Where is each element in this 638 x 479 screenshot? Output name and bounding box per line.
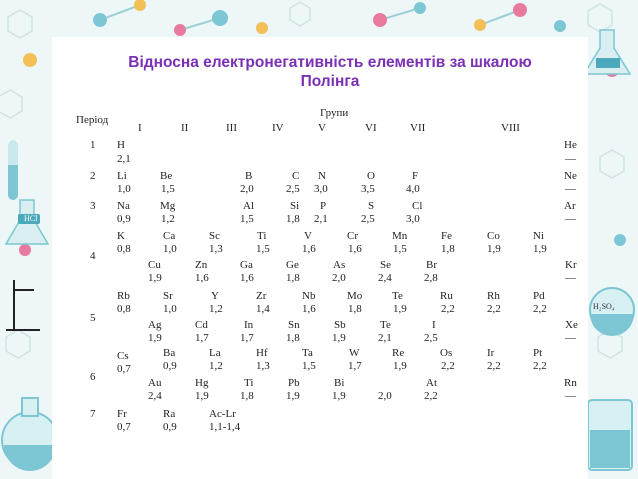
element-value: 1,7 [195, 332, 209, 344]
element-symbol: As [333, 259, 346, 271]
element-symbol: Sn [288, 319, 300, 331]
element-value: 2,2 [487, 303, 501, 315]
element-symbol: W [349, 347, 360, 359]
period-number: 4 [90, 250, 96, 262]
period-number: 6 [90, 371, 96, 383]
period-number: 1 [90, 139, 96, 151]
element-value: 1,5 [393, 243, 407, 255]
element-symbol: Mn [392, 230, 408, 242]
element-value: 2,5 [424, 332, 438, 344]
element-symbol: Y [211, 290, 219, 302]
benzene-ring-icon [8, 10, 32, 38]
element-value: 2,2 [441, 303, 455, 315]
element-value: 1,2 [209, 303, 223, 315]
element-symbol: Li [117, 170, 127, 182]
element-symbol: Cd [195, 319, 208, 331]
element-value: 1,9 [148, 332, 162, 344]
element-symbol: Sc [209, 230, 220, 242]
element-symbol: Ti [257, 230, 267, 242]
element-symbol: Ra [163, 408, 176, 420]
element-symbol: Sb [334, 319, 346, 331]
element-value: 0,8 [117, 243, 131, 255]
element-symbol: In [244, 319, 254, 331]
period-header: Період [76, 114, 109, 126]
element-value: 3,5 [361, 183, 375, 195]
benzene-ring-icon [588, 4, 612, 32]
element-value: 1,7 [348, 360, 362, 372]
element-value: 1,1-1,4 [209, 421, 241, 433]
element-symbol: F [412, 170, 419, 182]
element-symbol: Co [487, 230, 500, 242]
element-symbol: Nb [302, 290, 316, 302]
element-value: 2,2 [441, 360, 455, 372]
element-value: 0,9 [117, 213, 131, 225]
element-value: 2,2 [424, 390, 438, 402]
round-flask-icon [2, 398, 58, 471]
benzene-ring-icon [600, 150, 624, 178]
element-value: 1,4 [256, 303, 270, 315]
content-card [52, 37, 588, 479]
element-value: 1,9 [533, 243, 547, 255]
element-value: 2,1 [314, 213, 328, 225]
period-number: 5 [90, 312, 96, 324]
element-value: 1,6 [348, 243, 362, 255]
group-number: VI [365, 122, 377, 134]
element-value: 2,4 [378, 272, 392, 284]
element-value: 1,8 [240, 390, 254, 402]
element-value: 1,5 [240, 213, 254, 225]
element-value: 1,9 [286, 390, 300, 402]
group-number: VIII [501, 122, 520, 134]
element-value: — [565, 183, 576, 195]
element-symbol: Zn [195, 259, 208, 271]
element-value: 1,2 [209, 360, 223, 372]
element-symbol: Ar [564, 200, 576, 212]
element-symbol: Te [392, 290, 403, 302]
element-value: 1,2 [161, 213, 175, 225]
element-symbol: Cl [412, 200, 423, 212]
element-value: 2,0 [378, 390, 392, 402]
element-symbol: Te [380, 319, 391, 331]
element-value: — [565, 153, 576, 165]
element-value: — [565, 213, 576, 225]
element-symbol: Ne [564, 170, 577, 182]
element-value: 1,8 [348, 303, 362, 315]
element-symbol: Cr [347, 230, 358, 242]
element-value: — [565, 272, 576, 284]
element-value: 2,5 [361, 213, 375, 225]
element-value: 3,0 [406, 213, 420, 225]
element-symbol: Os [440, 347, 453, 359]
element-value: 1,5 [256, 243, 270, 255]
element-symbol: Pb [288, 377, 300, 389]
element-symbol: I [432, 319, 436, 331]
element-value: 1,8 [286, 272, 300, 284]
element-symbol: Re [392, 347, 405, 359]
element-symbol: Ir [487, 347, 495, 359]
element-symbol: Ge [286, 259, 299, 271]
group-number: IV [272, 122, 284, 134]
element-value: 1,8 [286, 332, 300, 344]
element-symbol: Kr [565, 259, 577, 271]
element-symbol: Zr [256, 290, 267, 302]
period-number: 7 [90, 408, 96, 420]
test-tube-icon [8, 140, 18, 200]
element-value: 1,3 [209, 243, 223, 255]
element-value: 1,0 [163, 243, 177, 255]
element-value: 1,3 [256, 360, 270, 372]
element-value: 1,0 [117, 183, 131, 195]
element-symbol: O [367, 170, 375, 182]
element-value: 0,8 [117, 303, 131, 315]
element-value: 1,9 [393, 303, 407, 315]
element-value: 1,9 [195, 390, 209, 402]
groups-header: Групи [320, 107, 349, 119]
benzene-ring-icon [6, 330, 30, 358]
element-symbol: H [117, 139, 125, 151]
element-value: 0,7 [117, 421, 131, 433]
element-symbol: Rh [487, 290, 500, 302]
element-symbol: Ni [533, 230, 544, 242]
element-value: — [565, 332, 576, 344]
element-symbol: Rn [564, 377, 577, 389]
element-value: 1,8 [286, 213, 300, 225]
element-value: 1,9 [148, 272, 162, 284]
period-number: 2 [90, 170, 96, 182]
element-value: 1,6 [302, 303, 316, 315]
element-value: 2,2 [533, 360, 547, 372]
element-symbol: Se [380, 259, 391, 271]
element-value: 2,5 [286, 183, 300, 195]
element-symbol: B [245, 170, 253, 182]
element-symbol: Ga [240, 259, 253, 271]
page-title: Відносна електронегативність елементів за шкалою Полінга [128, 54, 532, 90]
group-number: II [181, 122, 189, 134]
element-symbol: Be [160, 170, 173, 182]
element-symbol: At [426, 377, 437, 389]
element-value: 1,5 [302, 360, 316, 372]
element-symbol: Si [290, 200, 300, 212]
element-symbol: Hg [195, 377, 209, 389]
element-value: 1,8 [441, 243, 455, 255]
element-value: 0,7 [117, 363, 131, 375]
element-symbol: Fe [441, 230, 452, 242]
element-value: 2,8 [424, 272, 438, 284]
element-symbol: Br [426, 259, 437, 271]
element-value: 2,0 [332, 272, 346, 284]
flask-icon [584, 30, 630, 74]
element-symbol: Fr [117, 408, 127, 420]
element-symbol: N [318, 170, 326, 182]
element-value: 4,0 [406, 183, 420, 195]
beaker-icon [588, 400, 632, 470]
element-symbol: Ac-Lr [209, 408, 236, 420]
element-symbol: Bi [334, 377, 345, 389]
element-value: 0,9 [163, 360, 177, 372]
element-symbol: Sr [163, 290, 173, 302]
element-symbol: Hf [256, 347, 268, 359]
element-symbol: Al [243, 200, 254, 212]
element-value: 0,9 [163, 421, 177, 433]
element-symbol: Ru [440, 290, 453, 302]
element-symbol: Ag [148, 319, 162, 331]
element-symbol: Rb [117, 290, 130, 302]
flask-label: H₂SO₄ [593, 302, 615, 311]
group-number: V [318, 122, 326, 134]
element-symbol: Na [117, 200, 130, 212]
period-number: 3 [90, 200, 96, 212]
element-symbol: Mg [160, 200, 176, 212]
element-value: 1,0 [163, 303, 177, 315]
benzene-ring-icon [290, 2, 310, 26]
element-value: 1,9 [332, 332, 346, 344]
stand-icon [6, 280, 40, 330]
element-value: 1,6 [302, 243, 316, 255]
group-number: III [226, 122, 237, 134]
element-symbol: Ba [163, 347, 176, 359]
element-value: 1,9 [487, 243, 501, 255]
element-symbol: Pd [533, 290, 545, 302]
element-value: 3,0 [314, 183, 328, 195]
element-value: — [565, 390, 576, 402]
element-symbol: Ca [163, 230, 176, 242]
element-value: 2,0 [240, 183, 254, 195]
element-value: 2,1 [117, 153, 131, 165]
element-value: 1,9 [332, 390, 346, 402]
element-symbol: Cu [148, 259, 161, 271]
element-symbol: Xe [565, 319, 578, 331]
element-value: 1,6 [195, 272, 209, 284]
element-value: 2,2 [487, 360, 501, 372]
element-symbol: V [304, 230, 312, 242]
element-value: 2,1 [378, 332, 392, 344]
group-number: VII [410, 122, 426, 134]
element-symbol: Ta [302, 347, 313, 359]
element-value: 1,9 [393, 360, 407, 372]
group-number: I [138, 122, 142, 134]
element-symbol: Au [148, 377, 162, 389]
element-symbol: Pt [533, 347, 543, 359]
element-symbol: C [292, 170, 300, 182]
element-symbol: K [117, 230, 125, 242]
element-symbol: La [209, 347, 221, 359]
element-symbol: Mo [347, 290, 363, 302]
element-symbol: Cs [117, 350, 129, 362]
flask-label: HCl [24, 214, 38, 223]
element-value: 1,5 [161, 183, 175, 195]
element-symbol: He [564, 139, 577, 151]
element-symbol: Ti [244, 377, 254, 389]
element-symbol: P [320, 200, 327, 212]
element-value: 2,2 [533, 303, 547, 315]
element-value: 2,4 [148, 390, 162, 402]
benzene-ring-icon [0, 90, 22, 118]
element-symbol: S [368, 200, 375, 212]
element-value: 1,7 [240, 332, 254, 344]
element-value: 1,6 [240, 272, 254, 284]
